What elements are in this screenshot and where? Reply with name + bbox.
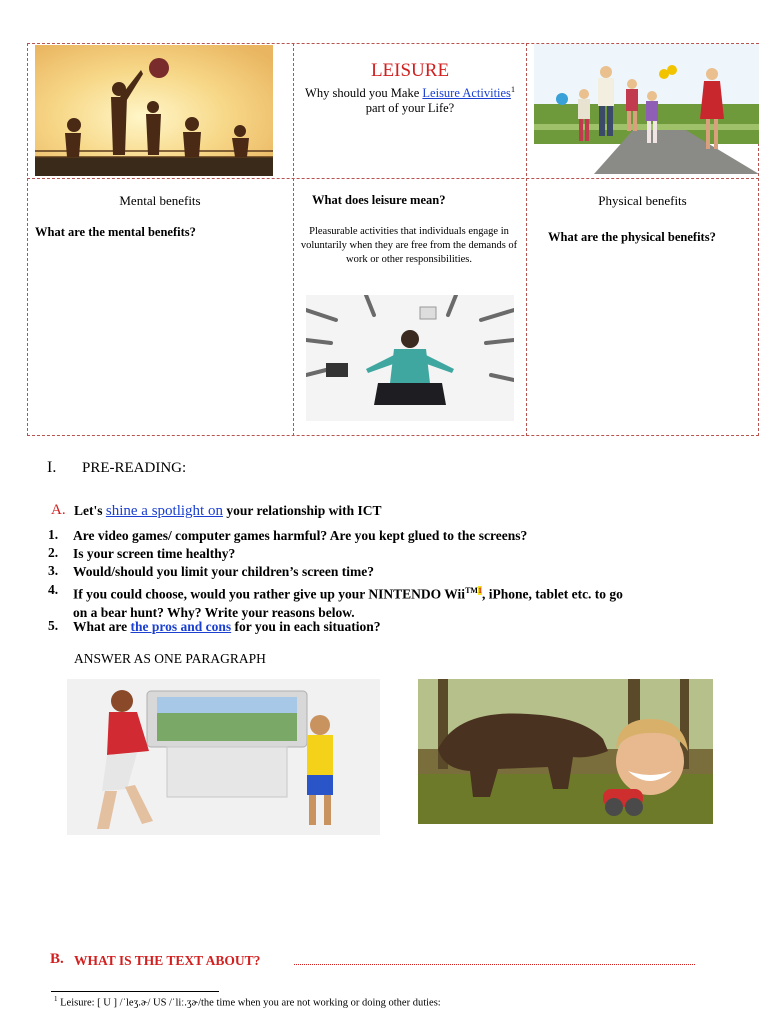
part-b-letter: B. — [50, 951, 64, 967]
family-running-image — [534, 44, 759, 174]
physical-benefits-question: What are the physical benefits? — [548, 230, 716, 244]
question-text — [73, 582, 743, 622]
footnote-number: 1 — [54, 995, 58, 1003]
question-number: 5. — [48, 618, 59, 633]
list-item — [48, 545, 742, 563]
question-text: Would/should you limit your children’s screen time? — [73, 564, 375, 579]
leisure-meaning-question: What does leisure mean? — [312, 193, 446, 207]
footnote-text: Leisure: [ U ] /ˈleʒ.ɚ/ US /ˈliː.ʒɚ/the time when you are not working or doing other duties: — [57, 997, 441, 1009]
meditation-image — [306, 295, 514, 421]
answer-instruction: ANSWER AS ONE PARAGRAPH — [74, 651, 266, 666]
table-border-bottom — [27, 435, 759, 436]
mental-benefits-title: Mental benefits — [119, 193, 201, 208]
part-a-text — [74, 503, 382, 520]
kids-silhouette-image — [35, 45, 273, 176]
question-number: 3. — [48, 563, 59, 578]
question-5-post: for you in each situation? — [231, 619, 381, 634]
pros-cons-link[interactable]: the pros and cons — [130, 619, 232, 634]
spotlight-link[interactable]: shine a spotlight on — [105, 503, 223, 519]
question-4-line2: on a bear hunt? Why? Write your reasons below. — [73, 604, 355, 620]
bear-hunt-image — [418, 679, 713, 824]
part-a-heading — [51, 502, 66, 519]
page-title: LEISURE — [370, 60, 450, 81]
footnote-mark: 1 — [477, 586, 482, 595]
trademark-mark: TM — [465, 586, 478, 595]
list-item — [48, 582, 742, 620]
answer-line[interactable] — [294, 964, 695, 965]
question-text: Are video games/ computer games harmful? Are you kept glued to the screens? — [73, 528, 528, 543]
list-item — [48, 563, 742, 581]
header-subtitle — [294, 82, 526, 116]
question-text: Is your screen time healthy? — [73, 546, 236, 561]
leisure-definition: Pleasurable activities that individuals engage in voluntarily when they are free from the demands of work or other responsibilities. — [300, 226, 518, 265]
table-border-left — [27, 43, 28, 436]
section-title: PRE-READING: — [82, 460, 187, 476]
header-block — [294, 60, 526, 116]
subtitle-pre: Why should you Make — [305, 86, 423, 101]
section-number: I. — [47, 459, 57, 476]
part-a-letter: A. — [51, 502, 66, 518]
part-a-pre: Let's — [74, 503, 106, 518]
footnote-separator — [51, 991, 219, 992]
list-item — [48, 618, 742, 636]
table-row-divider — [27, 178, 759, 179]
video-game-kids-image — [67, 679, 380, 835]
part-a-post: your relationship with ICT — [222, 503, 382, 518]
footnote-ref: 1 — [510, 85, 515, 94]
part-b-heading — [50, 951, 64, 968]
footnote — [54, 995, 441, 1009]
table-divider-2 — [526, 43, 527, 436]
part-b-text: WHAT IS THE TEXT ABOUT? — [74, 953, 261, 968]
question-4-pre: If you could choose, would you rather give up your NINTENDO Wii — [73, 586, 466, 602]
list-item — [48, 527, 742, 545]
question-number: 4. — [48, 582, 59, 597]
question-5-pre: What are — [73, 619, 131, 634]
leisure-activities-link[interactable]: Leisure Activities — [422, 86, 511, 101]
question-number: 2. — [48, 545, 59, 560]
question-number: 1. — [48, 527, 59, 542]
question-4-post: , iPhone, tablet etc. to go — [481, 586, 623, 602]
subtitle-post: part of your Life? — [365, 101, 455, 116]
question-text — [73, 618, 743, 636]
physical-benefits-title: Physical benefits — [598, 193, 687, 208]
mental-benefits-question: What are the mental benefits? — [35, 225, 196, 239]
